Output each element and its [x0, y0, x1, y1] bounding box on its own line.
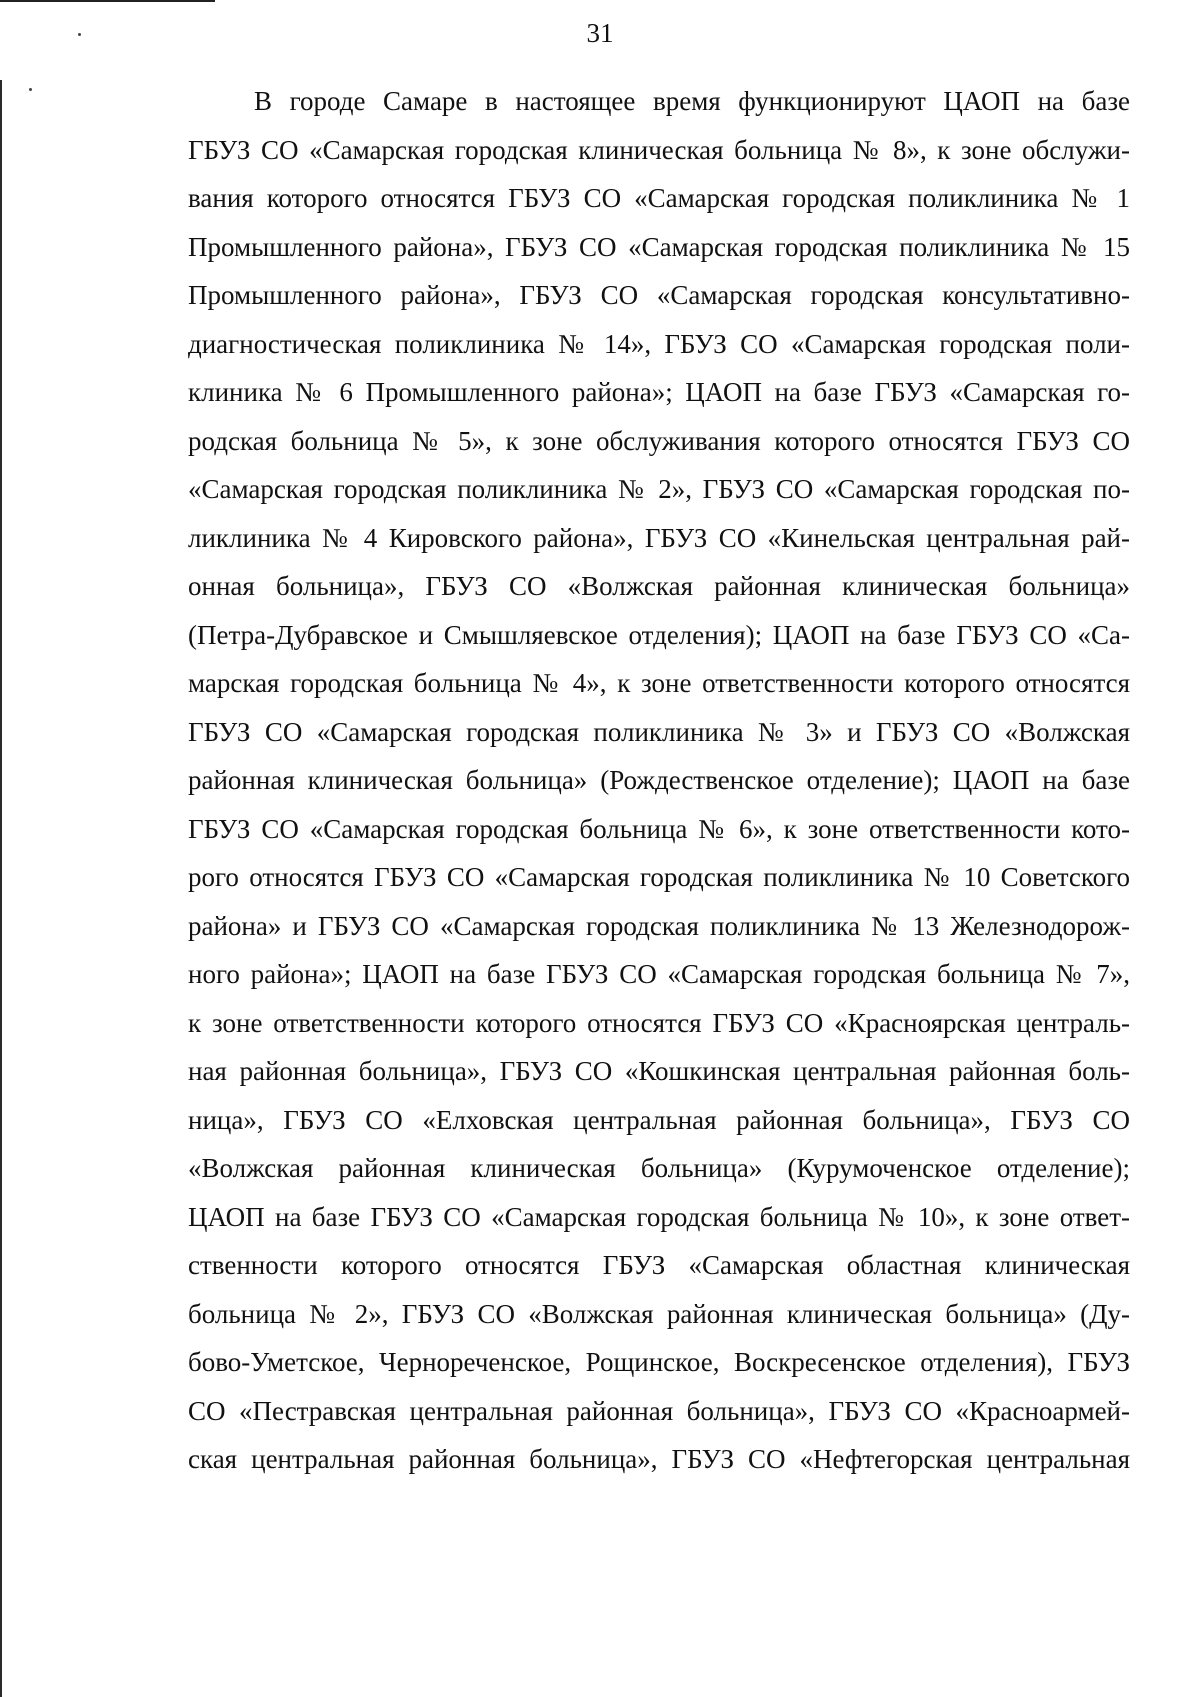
text-line: ного района»; ЦАОП на базе ГБУЗ СО «Самарская городская больница № 7»,	[188, 959, 1130, 989]
text-line: ная районная больница», ГБУЗ СО «Кошкинская центральная районная боль-	[188, 1056, 1130, 1086]
text-line: бово-Уметское, Чернореченское, Рощинское, Воскресенское отделения), ГБУЗ	[188, 1347, 1130, 1377]
top-edge-rule	[0, 0, 215, 2]
page-number: 31	[586, 18, 614, 48]
text-line: «Самарская городская поликлиника № 2», ГБУЗ СО «Самарская городская по-	[188, 474, 1130, 504]
left-edge-rule	[0, 80, 2, 1697]
body-paragraph	[188, 77, 1130, 1484]
text-line: ГБУЗ СО «Самарская городская больница № 6», к зоне ответственности кото-	[188, 813, 1130, 844]
text-line: вания которого относятся ГБУЗ СО «Самарская городская поликлиника № 1	[188, 183, 1130, 213]
text-line: (Петра-Дубравское и Смышляевское отделения); ЦАОП на базе ГБУЗ СО «Са-	[188, 619, 1130, 650]
text-line: диагностическая поликлиника № 14», ГБУЗ СО «Самарская городская поли-	[188, 328, 1130, 359]
text-line: ственности которого относятся ГБУЗ «Самарская областная клиническая	[188, 1250, 1130, 1280]
text-line: Промышленного района», ГБУЗ СО «Самарская городская консультативно-	[188, 280, 1130, 310]
text-line: к зоне ответственности которого относятся ГБУЗ СО «Красноярская централь-	[188, 1007, 1130, 1038]
text-line: ская центральная районная больница», ГБУЗ СО «Нефтегорская центральная	[188, 1444, 1130, 1474]
text-line: ГБУЗ СО «Самарская городская клиническая больница № 8», к зоне обслужи-	[188, 134, 1130, 165]
text-line: Промышленного района», ГБУЗ СО «Самарская городская поликлиника № 15	[188, 231, 1130, 262]
text-line: рого относятся ГБУЗ СО «Самарская городская поликлиника № 10 Советского	[188, 862, 1130, 892]
text-line: районная клиническая больница» (Рождественское отделение); ЦАОП на базе	[188, 765, 1130, 795]
text-line: клиника № 6 Промышленного района»; ЦАОП на базе ГБУЗ «Самарская го-	[188, 377, 1130, 407]
text-line: «Волжская районная клиническая больница» (Курумоченское отделение);	[188, 1153, 1130, 1183]
text-line: онная больница», ГБУЗ СО «Волжская районная клиническая больница»	[188, 571, 1130, 601]
text-line: марская городская больница № 4», к зоне ответственности которого относятся	[188, 668, 1130, 698]
text-line: родская больница № 5», к зоне обслуживания которого относятся ГБУЗ СО	[188, 425, 1130, 456]
text-line: больница № 2», ГБУЗ СО «Волжская районная клиническая больница» (Ду-	[188, 1298, 1130, 1329]
scan-speck	[29, 88, 32, 91]
text-line: ЦАОП на базе ГБУЗ СО «Самарская городская больница № 10», к зоне ответ-	[188, 1201, 1130, 1232]
text-line: ГБУЗ СО «Самарская городская поликлиника № 3» и ГБУЗ СО «Волжская	[188, 716, 1130, 747]
text-line: ликлиника № 4 Кировского района», ГБУЗ СО «Кинельская центральная рай-	[188, 522, 1130, 553]
text-line: ница», ГБУЗ СО «Елховская центральная районная больница», ГБУЗ СО	[188, 1104, 1130, 1135]
text-line: района» и ГБУЗ СО «Самарская городская поликлиника № 13 Железнодорож-	[188, 910, 1130, 941]
text-line: В городе Самаре в настоящее время функционируют ЦАОП на базе	[254, 86, 1130, 116]
text-line: СО «Пестравская центральная районная больница», ГБУЗ СО «Красноармей-	[188, 1395, 1130, 1426]
